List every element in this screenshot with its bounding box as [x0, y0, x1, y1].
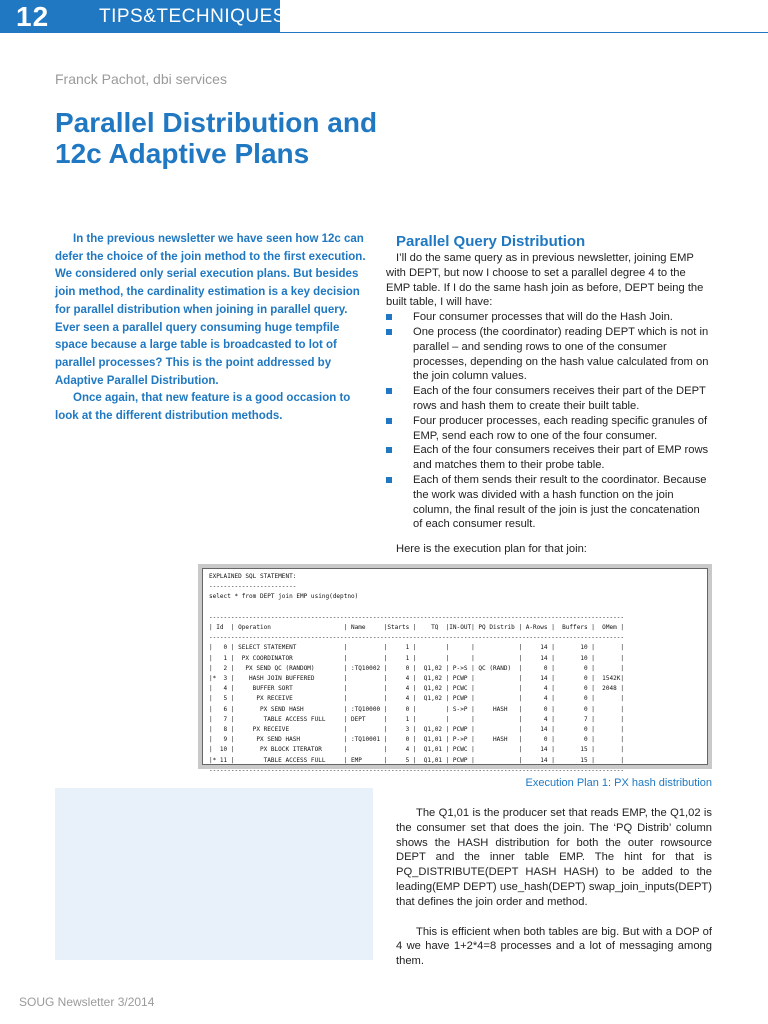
- execution-plan-box: [198, 564, 712, 774]
- section-heading: Parallel Query Distribution: [396, 233, 586, 250]
- author-line: Franck Pachot, dbi services: [55, 71, 227, 87]
- body-paragraph: This is efficient when both tables are big. But with a DOP of 4 we have 1+2*4=8 processes and a lot of messaging among them.: [396, 925, 712, 968]
- bullet-item: [386, 473, 712, 532]
- bullet-item: [386, 384, 712, 414]
- bullet-text: Each of the four consumers receives their part of the DEPT rows and hash them to create their built table.: [413, 385, 706, 412]
- plan-row: | 6 | PX SEND HASH | :TQ10000 | 0 | | S->P | HASH | 0 | 0 | |: [209, 705, 625, 713]
- bullet-item: [386, 414, 712, 444]
- bullet-text: Four consumer processes that will do the Hash Join.: [413, 311, 673, 324]
- plan-separator: ------------------------------------------------------------------------------------------------------------------: [209, 613, 625, 621]
- body-column-lower: [396, 806, 712, 984]
- article-title: [55, 107, 377, 169]
- header-rule: [280, 32, 768, 33]
- section-label: TIPS&TECHNIQUES: [99, 6, 286, 27]
- bullet-item: [386, 310, 712, 325]
- body-column: [386, 251, 712, 532]
- plan-intro: Here is the execution plan for that join:: [396, 543, 587, 555]
- title-line-1: Parallel Distribution and: [55, 107, 378, 138]
- bullet-square-icon: [386, 314, 392, 320]
- footer-text: SOUG Newsletter 3/2014: [19, 995, 155, 1009]
- title-line-2: 12c Adaptive Plans: [55, 138, 310, 169]
- plan-row: | 7 | TABLE ACCESS FULL | DEPT | 1 | | | | 4 | 7 | |: [209, 715, 625, 723]
- plan-row: |* 3 | HASH JOIN BUFFERED | | 4 | Q1,02 | PCWP | | 14 | 0 | 1542K|: [209, 675, 625, 683]
- plan-row: | 4 | BUFFER SORT | | 4 | Q1,02 | PCWC | | 4 | 0 | 2048 |: [209, 685, 625, 693]
- intro-column: [55, 231, 373, 426]
- bullet-list: [386, 310, 712, 532]
- plan-statement-header: EXPLAINED SQL STATEMENT:: [209, 573, 297, 580]
- plan-row: | 0 | SELECT STATEMENT | | 1 | | | | 14 | 10 | |: [209, 644, 625, 652]
- plan-separator: ------------------------------------------------------------------------------------------------------------------: [209, 766, 625, 774]
- plan-columns: | Id | Operation | Name |Starts | TQ |IN-OUT| PQ Distrib | A-Rows | Buffers | OMem |: [209, 624, 625, 632]
- header-band: [0, 0, 286, 33]
- plan-statement: select * from DEPT join EMP using(deptno): [209, 593, 359, 601]
- bullet-square-icon: [386, 418, 392, 424]
- bullet-text: Each of the four consumers receives their part of EMP rows and matches them to their probe table.: [413, 444, 709, 472]
- bullet-square-icon: [386, 447, 392, 453]
- body-paragraph: I’ll do the same query as in previous newsletter, joining EMP with DEPT, but now I choose to set a parallel degree 4 to the EMP table. If I do the same hash join as before, DEPT being the built table, I will have:: [386, 252, 704, 309]
- sidebar-box: [55, 788, 373, 960]
- plan-separator: ------------------------------------------------------------------------------------------------------------------: [209, 634, 625, 642]
- body-paragraph: The Q1,01 is the producer set that reads EMP, the Q1,02 is the consumer set that does the join. The ‘PQ Distrib’ column shows the HASH distribution for both the outer rowsource DEPT and the inner table EMP. The hint for that is PQ_DISTRIBUTE(DEPT HASH HASH) to be added to the leading(EMP DEPT) use_hash(DEPT) swap_join_inputs(DEPT) that defines the join order and method.: [396, 807, 712, 908]
- execution-plan-panel: [202, 568, 708, 774]
- intro-paragraph: In the previous newsletter we have seen how 12c can defer the choice of the join method to the first execution. We considered only serial execution plans. But besides join method, the cardinality estimation is a key decision for parallel distribution when joining in parallel query. Ever seen a parallel query consuming huge tempfile space because a large table is broadcasted to lot of parallel processes? This is the point addressed by Adaptive Parallel Distribution.: [55, 233, 366, 387]
- plan-row: | 8 | PX RECEIVE | | 3 | Q1,02 | PCWP | | 14 | 0 | |: [209, 726, 625, 734]
- page-number: 12: [16, 1, 50, 32]
- plan-row: | 5 | PX RECEIVE | | 4 | Q1,02 | PCWP | | 4 | 0 | |: [209, 695, 625, 703]
- bullet-square-icon: [386, 477, 392, 483]
- bullet-item: [386, 325, 712, 384]
- plan-row: | 10 | PX BLOCK ITERATOR | | 4 | Q1,01 | PCWC | | 14 | 15 | |: [209, 746, 625, 754]
- intro-paragraph: Once again, that new feature is a good occasion to look at the different distribution methods.: [55, 392, 351, 423]
- bullet-item: [386, 443, 712, 473]
- bullet-text: Four producer processes, each reading specific granules of EMP, send each row to one of the four consumer.: [413, 414, 708, 442]
- plan-row: |* 11 | TABLE ACCESS FULL | EMP | 5 | Q1,01 | PCWP | | 14 | 15 | |: [209, 756, 625, 764]
- bullet-text: Each of them sends their result to the coordinator. Because the work was divided with a hash function on the join column, the final result of the join is just the concatenation of each consumer result.: [413, 473, 707, 531]
- plan-row: | 2 | PX SEND QC (RANDOM) | :TQ10002 | 0 | Q1,02 | P->S | QC (RAND) | 0 | 0 | |: [209, 664, 625, 672]
- bullet-square-icon: [386, 388, 392, 394]
- plan-underline: ------------------------: [209, 583, 297, 591]
- bullet-square-icon: [386, 329, 392, 335]
- plan-row: | 1 | PX COORDINATOR | | 1 | | | | 14 | 10 | |: [209, 654, 625, 662]
- bullet-text: One process (the coordinator) reading DEPT which is not in parallel – and sending rows to one of the consumer processes, depending on the hash value calculated from on the join column values.: [413, 325, 709, 383]
- execution-plan-text: [209, 572, 701, 776]
- plan-row: | 9 | PX SEND HASH | :TQ10001 | 0 | Q1,01 | P->P | HASH | 0 | 0 | |: [209, 736, 625, 744]
- plan-caption: Execution Plan 1: PX hash distribution: [525, 777, 712, 789]
